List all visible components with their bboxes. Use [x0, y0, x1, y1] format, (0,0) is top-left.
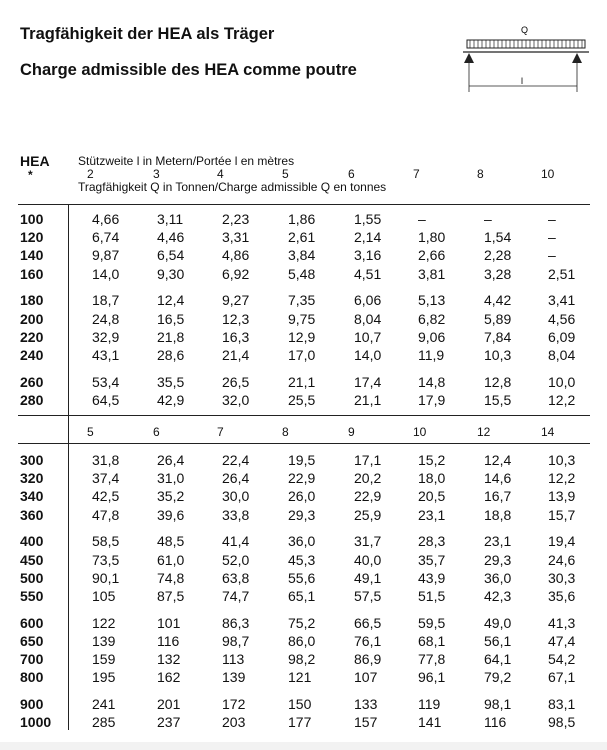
capacity-cell: 31,7 [354, 533, 382, 550]
capacity-cell: 36,0 [288, 533, 316, 550]
hea-size: 800 [20, 669, 44, 686]
hea-size: 240 [20, 346, 44, 363]
capacity-cell: 116 [484, 714, 507, 731]
capacity-cell: 1,55 [354, 211, 382, 227]
capacity-cell: 22,9 [288, 470, 316, 487]
capacity-cell: 203 [222, 714, 246, 731]
capacity-cell: 79,2 [484, 669, 512, 686]
capacity-cell: 15,5 [484, 391, 512, 408]
capacity-cell: – [548, 229, 556, 246]
capacity-cell: 17,0 [288, 346, 316, 363]
capacity-cell: 58,5 [92, 533, 120, 550]
capacity-cell: 10,3 [548, 452, 576, 468]
capacity-cell: 16,7 [484, 488, 512, 505]
capacity-cell: 98,5 [548, 714, 576, 731]
capacity-cell: 5,89 [484, 310, 512, 327]
capacity-cell: 150 [288, 695, 312, 712]
capacity-cell: 12,2 [548, 470, 576, 487]
capacity-cell: 107 [354, 669, 378, 686]
capacity-cell: 1,80 [418, 229, 446, 246]
capacity-cell: 24,8 [92, 310, 120, 327]
capacity-cell: 23,1 [418, 506, 446, 523]
capacity-cell: 29,3 [288, 506, 316, 523]
capacity-cell: – [548, 211, 556, 227]
title-german: Tragfähigkeit der HEA als Träger [20, 25, 275, 43]
hea-size: 360 [20, 506, 44, 523]
capacity-cell: 31,0 [157, 470, 185, 487]
table-row [0, 291, 607, 309]
capacity-cell: 8,04 [354, 310, 382, 327]
capacity-cell: 16,5 [157, 310, 185, 327]
capacity-cell: 30,0 [222, 488, 250, 505]
hea-size: 400 [20, 533, 44, 550]
table-row [0, 713, 607, 731]
capacity-cell: 48,5 [157, 533, 185, 550]
upper-span-2: 4 [217, 167, 224, 181]
capacity-cell: 61,0 [157, 551, 185, 568]
capacity-cell: 35,2 [157, 488, 185, 505]
table-row [0, 328, 607, 346]
capacity-cell: 43,9 [418, 569, 446, 586]
capacity-cell: – [484, 211, 492, 227]
capacity-cell: 42,3 [484, 587, 512, 604]
table-row [0, 373, 607, 391]
capacity-cell: 35,5 [157, 373, 185, 390]
capacity-cell: 18,7 [92, 292, 120, 309]
capacity-cell: 6,74 [92, 229, 120, 246]
table-row [0, 695, 607, 713]
capacity-cell: 2,14 [354, 229, 382, 246]
hea-size: 550 [20, 587, 44, 604]
capacity-cell: 26,4 [222, 470, 250, 487]
capacity-cell: 21,1 [354, 391, 382, 408]
capacity-cell: 59,5 [418, 614, 446, 631]
capacity-cell: 25,5 [288, 391, 316, 408]
lower-span-5: 10 [413, 425, 427, 439]
capacity-header-text: Tragfähigkeit Q in Tonnen/Charge admissible Q en tonnes [78, 180, 387, 194]
capacity-cell: 6,92 [222, 265, 250, 282]
capacity-cell: 9,06 [418, 328, 446, 345]
hea-size: 140 [20, 247, 44, 264]
capacity-cell: 2,28 [484, 247, 512, 264]
capacity-cell: 75,2 [288, 614, 316, 631]
capacity-cell: 4,51 [354, 265, 382, 282]
capacity-cell: 9,87 [92, 247, 120, 264]
capacity-cell: 32,9 [92, 328, 120, 345]
upper-span-7: 10 [541, 167, 555, 181]
capacity-cell: 3,31 [222, 229, 250, 246]
capacity-cell: 3,16 [354, 247, 382, 264]
capacity-cell: 19,4 [548, 533, 576, 550]
capacity-cell: 22,4 [222, 452, 250, 468]
capacity-cell: 39,6 [157, 506, 185, 523]
capacity-cell: 90,1 [92, 569, 120, 586]
capacity-cell: 4,56 [548, 310, 576, 327]
capacity-cell: 67,1 [548, 669, 576, 686]
capacity-cell: 86,9 [354, 651, 382, 667]
upper-span-1: 3 [153, 167, 160, 181]
hea-size: 340 [20, 488, 44, 505]
hea-size: 280 [20, 391, 44, 408]
capacity-cell: 17,9 [418, 391, 446, 408]
section-rule [18, 415, 590, 416]
capacity-cell: 86,0 [288, 632, 316, 649]
hea-size: 500 [20, 569, 44, 586]
lower-span-3: 8 [282, 425, 289, 439]
capacity-cell: 68,1 [418, 632, 446, 649]
capacity-cell: 37,4 [92, 470, 120, 487]
table-row [0, 228, 607, 246]
table-row [0, 451, 607, 469]
lower-header-rule [18, 443, 590, 444]
capacity-cell: 122 [92, 614, 116, 631]
capacity-cell: 26,4 [157, 452, 185, 468]
capacity-cell: – [548, 247, 556, 264]
capacity-cell: 5,48 [288, 265, 316, 282]
lower-span-1: 6 [153, 425, 160, 439]
capacity-cell: 10,3 [484, 346, 512, 363]
capacity-cell: 1,86 [288, 211, 316, 227]
hea-size: 120 [20, 229, 44, 246]
capacity-cell: 21,4 [222, 346, 250, 363]
title-french: Charge admissible des HEA comme poutre [20, 61, 357, 79]
capacity-cell: 63,8 [222, 569, 250, 586]
capacity-cell: 86,3 [222, 614, 250, 631]
hea-column-header: HEA [20, 153, 50, 169]
hea-size: 300 [20, 452, 44, 468]
capacity-cell: 1,54 [484, 229, 512, 246]
capacity-cell: 35,6 [548, 587, 576, 604]
capacity-cell: 74,7 [222, 587, 250, 604]
capacity-cell: 43,1 [92, 346, 120, 363]
capacity-cell: 64,5 [92, 391, 120, 408]
capacity-cell: 87,5 [157, 587, 185, 604]
capacity-cell: 241 [92, 695, 116, 712]
capacity-cell: 237 [157, 714, 181, 731]
capacity-cell: 21,1 [288, 373, 316, 390]
capacity-cell: 73,5 [92, 551, 120, 568]
capacity-cell: 139 [92, 632, 116, 649]
capacity-cell: 15,2 [418, 452, 446, 468]
capacity-cell: 10,0 [548, 373, 576, 390]
capacity-cell: 28,3 [418, 533, 446, 550]
capacity-cell: 10,7 [354, 328, 382, 345]
capacity-cell: 47,4 [548, 632, 576, 649]
capacity-cell: 16,3 [222, 328, 250, 345]
capacity-cell: 14,0 [354, 346, 382, 363]
hea-footnote-mark: * [28, 168, 33, 182]
capacity-cell: 35,7 [418, 551, 446, 568]
capacity-cell: 66,5 [354, 614, 382, 631]
capacity-cell: 113 [222, 651, 245, 667]
capacity-cell: 76,1 [354, 632, 382, 649]
capacity-cell: 4,46 [157, 229, 185, 246]
capacity-cell: 41,3 [548, 614, 576, 631]
capacity-cell: 83,1 [548, 695, 576, 712]
capacity-cell: 3,81 [418, 265, 446, 282]
capacity-cell: 14,6 [484, 470, 512, 487]
hea-size: 260 [20, 373, 44, 390]
capacity-cell: 52,0 [222, 551, 250, 568]
capacity-cell: 12,8 [484, 373, 512, 390]
capacity-cell: 4,42 [484, 292, 512, 309]
table-row [0, 487, 607, 505]
capacity-cell: 3,41 [548, 292, 576, 309]
capacity-cell: 3,28 [484, 265, 512, 282]
capacity-cell: 6,06 [354, 292, 382, 309]
capacity-cell: 116 [157, 632, 180, 649]
capacity-cell: 2,23 [222, 211, 250, 227]
capacity-cell: 42,5 [92, 488, 120, 505]
table-row [0, 587, 607, 605]
capacity-cell: 45,3 [288, 551, 316, 568]
capacity-cell: 14,0 [92, 265, 120, 282]
hea-size: 1000 [20, 714, 52, 731]
capacity-cell: 101 [157, 614, 181, 631]
capacity-cell: 285 [92, 714, 116, 731]
capacity-cell: 4,66 [92, 211, 120, 227]
capacity-cell: 157 [354, 714, 378, 731]
lower-span-7: 14 [541, 425, 555, 439]
capacity-cell: 18,8 [484, 506, 512, 523]
right-support-icon [572, 53, 582, 63]
capacity-cell: 40,0 [354, 551, 382, 568]
hea-size: 200 [20, 310, 44, 327]
capacity-cell: 139 [222, 669, 246, 686]
capacity-cell: 77,8 [418, 651, 446, 667]
capacity-cell: 36,0 [484, 569, 512, 586]
hea-size: 180 [20, 292, 44, 309]
capacity-cell: 12,4 [157, 292, 185, 309]
capacity-cell: 105 [92, 587, 116, 604]
capacity-cell: 5,13 [418, 292, 446, 309]
capacity-cell: 12,9 [288, 328, 316, 345]
upper-span-4: 6 [348, 167, 355, 181]
table-row [0, 668, 607, 686]
left-support-icon [464, 53, 474, 63]
table-row [0, 506, 607, 524]
capacity-cell: 3,84 [288, 247, 316, 264]
upper-span-5: 7 [413, 167, 420, 181]
table-row [0, 391, 607, 409]
table-row [0, 551, 607, 569]
capacity-cell: 33,8 [222, 506, 250, 523]
table-row [0, 650, 607, 668]
capacity-cell: 42,9 [157, 391, 185, 408]
lower-span-2: 7 [217, 425, 224, 439]
capacity-cell: 20,2 [354, 470, 382, 487]
lower-span-0: 5 [87, 425, 94, 439]
capacity-cell: 2,61 [288, 229, 316, 246]
hea-size: 600 [20, 614, 44, 631]
capacity-cell: 28,6 [157, 346, 185, 363]
capacity-cell: 55,6 [288, 569, 316, 586]
load-hatching [470, 40, 582, 48]
hea-size: 220 [20, 328, 44, 345]
capacity-cell: 29,3 [484, 551, 512, 568]
capacity-cell: 30,3 [548, 569, 576, 586]
table-row [0, 532, 607, 550]
table-row [0, 569, 607, 587]
table-row [0, 469, 607, 487]
hea-size: 450 [20, 551, 44, 568]
capacity-cell: 6,54 [157, 247, 185, 264]
capacity-cell: 41,4 [222, 533, 250, 550]
lower-span-4: 9 [348, 425, 355, 439]
capacity-cell: 9,75 [288, 310, 316, 327]
capacity-cell: 17,4 [354, 373, 382, 390]
beam-diagram [455, 22, 590, 97]
capacity-cell: 14,8 [418, 373, 446, 390]
capacity-cell: 201 [157, 695, 181, 712]
capacity-cell: 32,0 [222, 391, 250, 408]
table-row [0, 265, 607, 283]
capacity-cell: 17,1 [354, 452, 382, 468]
capacity-cell: 51,5 [418, 587, 446, 604]
capacity-cell: 57,5 [354, 587, 382, 604]
span-header-text: Stützweite l in Metern/Portée l en mètres [78, 154, 295, 168]
capacity-cell: 47,8 [92, 506, 120, 523]
capacity-cell: 96,1 [418, 669, 446, 686]
table-row [0, 614, 607, 632]
hea-size: 900 [20, 695, 44, 712]
capacity-cell: 54,2 [548, 651, 576, 667]
capacity-cell: 49,0 [484, 614, 512, 631]
capacity-cell: 56,1 [484, 632, 512, 649]
capacity-cell: 19,5 [288, 452, 316, 468]
capacity-cell: 9,27 [222, 292, 250, 309]
upper-span-0: 2 [87, 167, 94, 181]
header-rule [18, 204, 590, 205]
capacity-cell: 12,3 [222, 310, 250, 327]
capacity-cell: 119 [418, 695, 441, 712]
capacity-cell: 133 [354, 695, 378, 712]
capacity-cell: 3,11 [157, 211, 184, 227]
capacity-cell: 65,1 [288, 587, 316, 604]
capacity-cell: 7,84 [484, 328, 512, 345]
capacity-table [0, 148, 607, 738]
capacity-cell: 132 [157, 651, 181, 667]
capacity-cell: 162 [157, 669, 181, 686]
table-row [0, 310, 607, 328]
capacity-cell: 98,7 [222, 632, 250, 649]
capacity-cell: 98,1 [484, 695, 512, 712]
capacity-cell: 177 [288, 714, 312, 731]
capacity-cell: 26,0 [288, 488, 316, 505]
capacity-cell: 22,9 [354, 488, 382, 505]
span-label: l [521, 76, 523, 86]
load-label: Q [521, 25, 529, 35]
capacity-cell: 31,8 [92, 452, 120, 468]
capacity-cell: 195 [92, 669, 116, 686]
table-row [0, 246, 607, 264]
bottom-edge [0, 742, 607, 750]
capacity-cell: 6,09 [548, 328, 576, 345]
capacity-cell: 13,9 [548, 488, 576, 505]
capacity-cell: 23,1 [484, 533, 512, 550]
capacity-cell: 121 [288, 669, 312, 686]
capacity-cell: 159 [92, 651, 116, 667]
capacity-cell: 7,35 [288, 292, 316, 309]
hea-size: 160 [20, 265, 44, 282]
capacity-cell: 49,1 [354, 569, 382, 586]
capacity-cell: 18,0 [418, 470, 446, 487]
upper-span-6: 8 [477, 167, 484, 181]
capacity-cell: – [418, 211, 426, 227]
capacity-cell: 12,4 [484, 452, 512, 468]
capacity-cell: 20,5 [418, 488, 446, 505]
capacity-cell: 26,5 [222, 373, 250, 390]
capacity-cell: 2,66 [418, 247, 446, 264]
capacity-cell: 11,9 [418, 346, 445, 363]
capacity-cell: 2,51 [548, 265, 576, 282]
capacity-cell: 6,82 [418, 310, 446, 327]
hea-size: 650 [20, 632, 44, 649]
capacity-cell: 74,8 [157, 569, 185, 586]
hea-size: 320 [20, 470, 44, 487]
capacity-cell: 12,2 [548, 391, 576, 408]
upper-span-3: 5 [282, 167, 289, 181]
capacity-cell: 25,9 [354, 506, 382, 523]
hea-size: 700 [20, 651, 44, 667]
capacity-cell: 98,2 [288, 651, 316, 667]
lower-span-6: 12 [477, 425, 491, 439]
capacity-cell: 141 [418, 714, 442, 731]
capacity-cell: 21,8 [157, 328, 185, 345]
capacity-cell: 53,4 [92, 373, 120, 390]
capacity-cell: 4,86 [222, 247, 250, 264]
capacity-cell: 15,7 [548, 506, 576, 523]
capacity-cell: 24,6 [548, 551, 576, 568]
capacity-cell: 8,04 [548, 346, 576, 363]
capacity-cell: 64,1 [484, 651, 512, 667]
capacity-cell: 172 [222, 695, 246, 712]
table-row [0, 210, 607, 228]
table-row [0, 346, 607, 364]
hea-size: 100 [20, 211, 44, 227]
capacity-cell: 9,30 [157, 265, 185, 282]
table-row [0, 632, 607, 650]
